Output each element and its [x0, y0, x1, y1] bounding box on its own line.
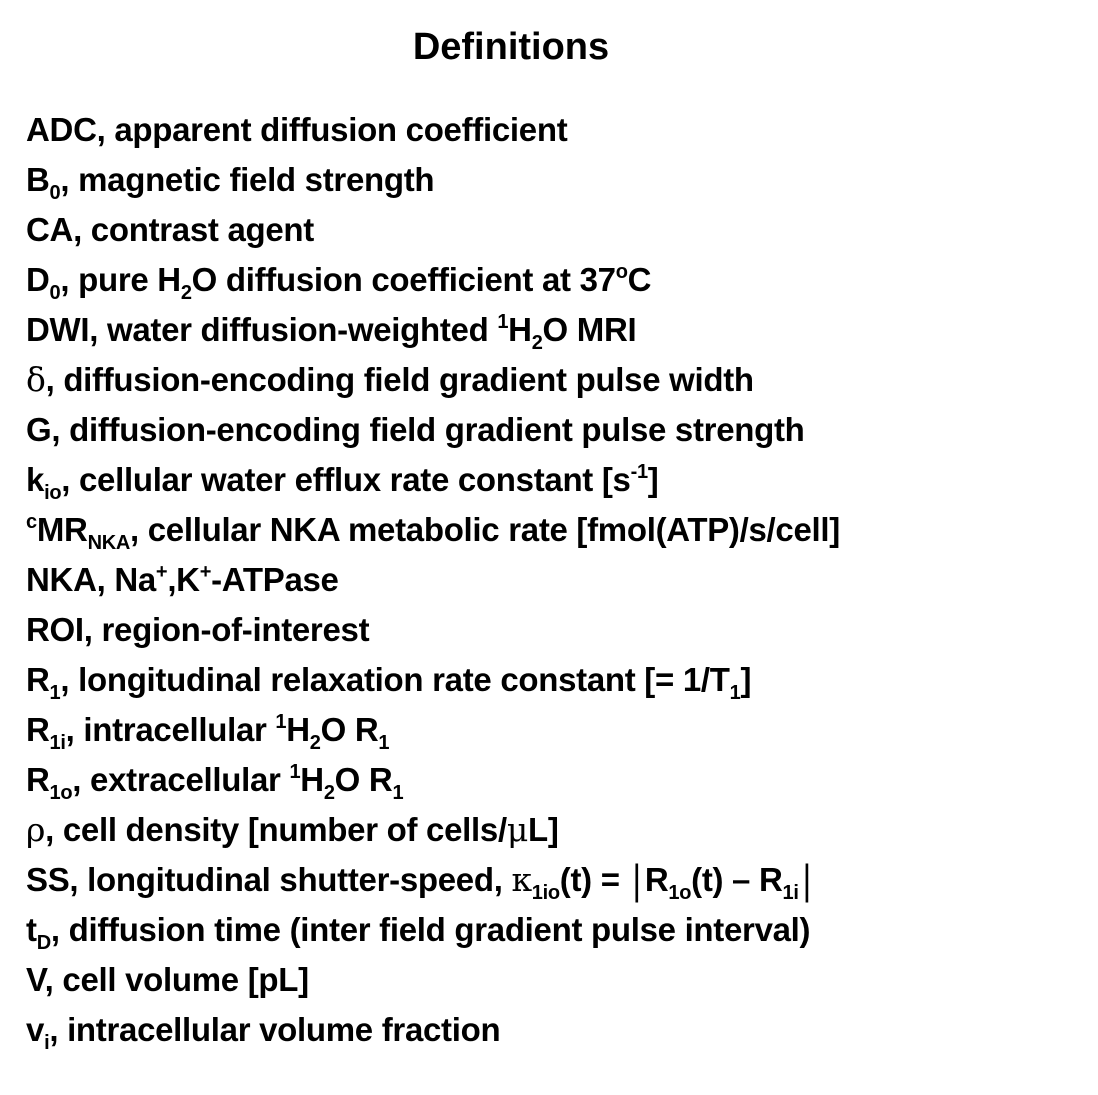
definition-r1: $R_1$, longitudinal relaxation rate constant [= $1/T_1$] [26, 661, 752, 704]
definition-td: $t_D$, diffusion time (inter field gradient pulse interval) [26, 911, 811, 954]
definition-r1i: $R_{1i}$, intracellular $^1H_2O$ $R_1$ [26, 711, 390, 754]
definition-rho: ρ, cell density [number of cells/μL] [26, 810, 559, 849]
definition-vi: $v_i$, intracellular volume fraction [26, 1011, 501, 1054]
definition-adc: ADC, apparent diffusion coefficient [26, 111, 568, 148]
definitions-list [26, 105, 1086, 1055]
definition-cmr-nka: $^cMR_{NKA}$, cellular NKA metabolic rate [fmol(ATP)/s/cell] [26, 511, 840, 554]
definition-delta: δ, diffusion-encoding field gradient pulse width [26, 360, 754, 399]
definition-dwi: DWI, water diffusion-weighted $^1H_2O$ MRI [26, 311, 637, 354]
definition-v: V, cell volume [pL] [26, 961, 309, 998]
definition-b0: $B_0$, magnetic field strength [26, 161, 435, 204]
definition-kio: $k_{io}$, cellular water efflux rate constant $[s^{-1}]$ [26, 461, 659, 504]
definition-ca: CA, contrast agent [26, 211, 314, 248]
definition-r1o: $R_{1o}$, extracellular $^1H_2O$ $R_1$ [26, 761, 404, 804]
definition-roi: ROI, region-of-interest [26, 611, 370, 648]
definition-ss: SS, longitudinal shutter-speed, $\kappa_{1io}(t)$ = | $R_{1o}(t) - R_{1i}$ | [26, 856, 811, 904]
definition-g: G, diffusion-encoding field gradient pulse strength [26, 411, 805, 448]
definition-d0: $D_0$, pure $H_2O$ diffusion coefficient at 37$^o$C [26, 261, 652, 304]
definition-nka: NKA, Na+,K+-ATPase [26, 561, 339, 598]
page-title: Definitions [412, 26, 610, 68]
